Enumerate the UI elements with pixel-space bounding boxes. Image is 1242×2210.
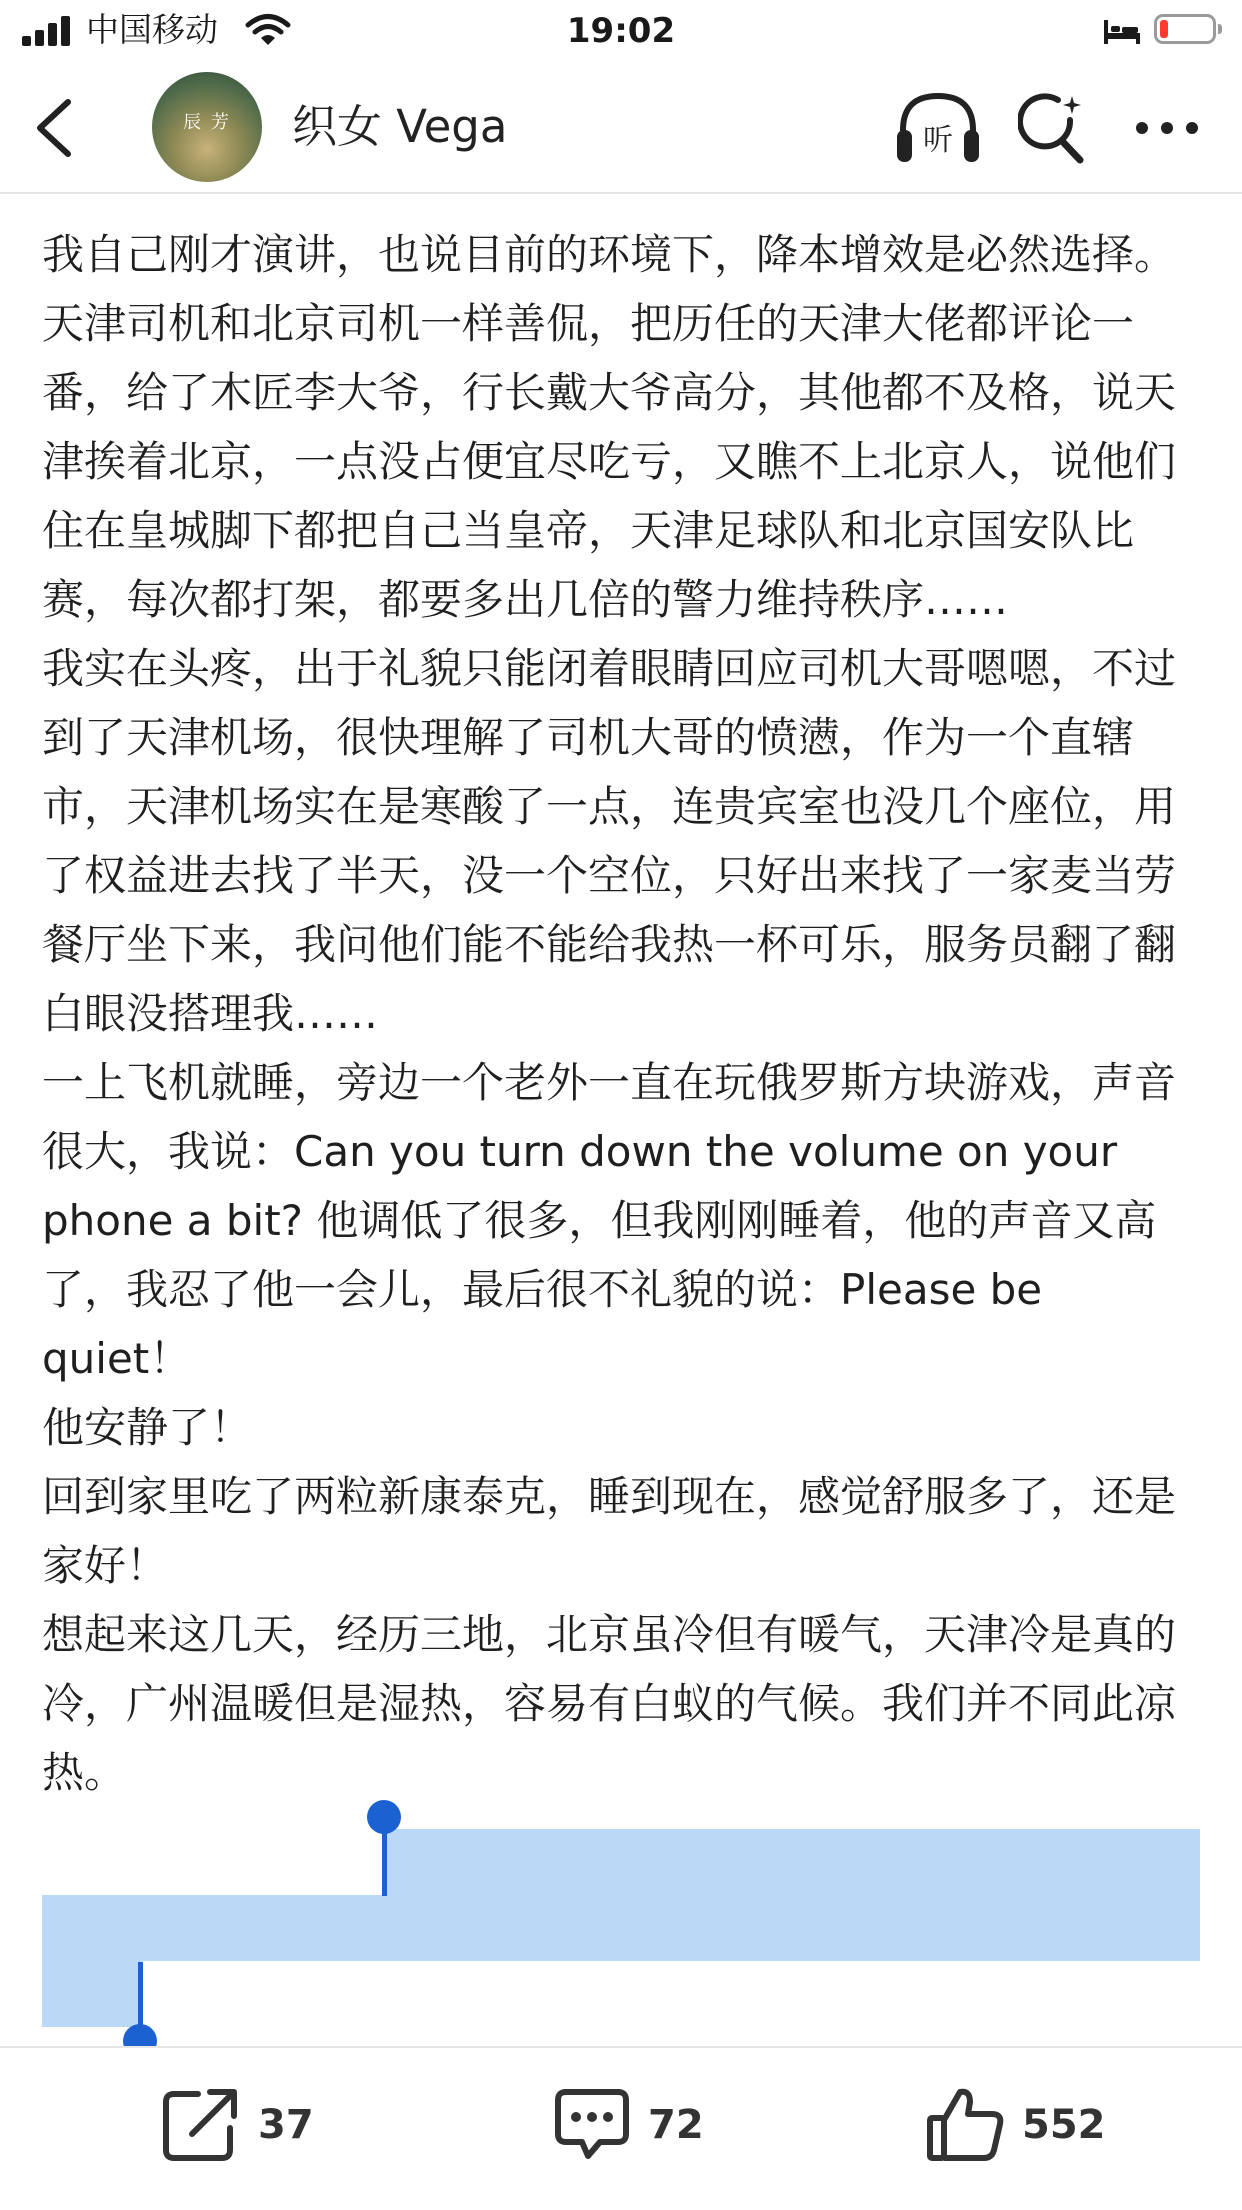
search-icon[interactable] <box>1018 90 1086 166</box>
article-paragraph: 我实在头疼，出于礼貌只能闭着眼睛回应司机大哥嗯嗯，不过到了天津机场，很快理解了司机大哥的愤懑，作为一个直辖市，天津机场实在是寒酸了一点，连贵宾室也没几个座位，用了权益进去找了半天，没一个空位，只好出来找了一家麦当劳餐厅坐下来，我问他们能不能给我热一杯可乐，服务员翻了翻白眼没搭理我…… <box>42 644 1177 1038</box>
article-paragraph: 回到家里吃了两粒新康泰克，睡到现在，感觉舒服多了，还是家好！ <box>42 1472 1177 1590</box>
share-button[interactable] <box>162 2084 322 2164</box>
status-bar <box>0 0 1242 62</box>
headphones-icon[interactable] <box>895 90 981 166</box>
article-paragraph: 一上飞机就睡，旁边一个老外一直在玩俄罗斯方块游戏，声音很大，我说：Can you turn down the volume on your phone a bit? 他调低了很多，但我刚刚睡着，他的声音又高了，我忍了他一会儿，最后很不礼貌的说：Please be quiet！ <box>42 1058 1177 1383</box>
avatar[interactable] <box>152 72 262 182</box>
more-icon[interactable] <box>1132 116 1202 140</box>
listen-label: 听 <box>923 123 953 158</box>
carrier-name: 中国移动 <box>86 10 218 49</box>
text-selection-highlight <box>42 1961 142 2027</box>
battery-level <box>1160 20 1168 38</box>
text-selection-highlight <box>42 1895 384 1961</box>
nav-header <box>0 62 1242 194</box>
comment-icon <box>552 2084 632 2164</box>
selection-start-knob[interactable] <box>367 1800 401 1834</box>
article-paragraph: 天津司机和北京司机一样善侃，把历任的天津大佬都评论一番，给了木匠李大爷，行长戴大爷高分，其他都不及格，说天津挨着北京，一点没占便宜尽吃亏，又瞧不上北京人，说他们住在皇城脚下都把自己当皇帝，天津足球队和北京国安队比赛，每次都打架，都要多出几倍的警力维持秩序…… <box>42 299 1177 624</box>
text-selection-highlight <box>384 1829 1200 1961</box>
selection-start-handle[interactable] <box>382 1832 387 1896</box>
account-name[interactable]: 织女 Vega <box>292 100 508 153</box>
back-icon[interactable] <box>28 96 82 160</box>
like-count: 552 <box>1022 2102 1106 2148</box>
like-button[interactable] <box>926 2084 1126 2164</box>
comment-button[interactable] <box>552 2084 712 2164</box>
article-paragraph: 他安静了！ <box>42 1403 253 1452</box>
bottom-action-bar <box>0 2046 1242 2210</box>
battery-icon <box>1154 14 1216 44</box>
share-count: 37 <box>258 2102 314 2148</box>
status-time: 19:02 <box>566 11 676 51</box>
bed-icon <box>1102 16 1142 46</box>
share-icon <box>162 2084 242 2164</box>
comment-count: 72 <box>648 2102 704 2148</box>
avatar-text: 辰 芳 <box>183 112 231 133</box>
like-icon <box>926 2084 1006 2164</box>
article-paragraph: 想起来这几天，经历三地，北京虽冷但有暖气，天津冷是真的冷，广州温暖但是湿热，容易有白蚁的气候。我们并不同此凉热。 <box>42 1610 1177 1797</box>
article-paragraph: 我自己刚才演讲，也说目前的环境下，降本增效是必然选择。 <box>42 230 1177 279</box>
article-body <box>42 220 1202 1807</box>
selection-end-handle[interactable] <box>138 1962 143 2026</box>
